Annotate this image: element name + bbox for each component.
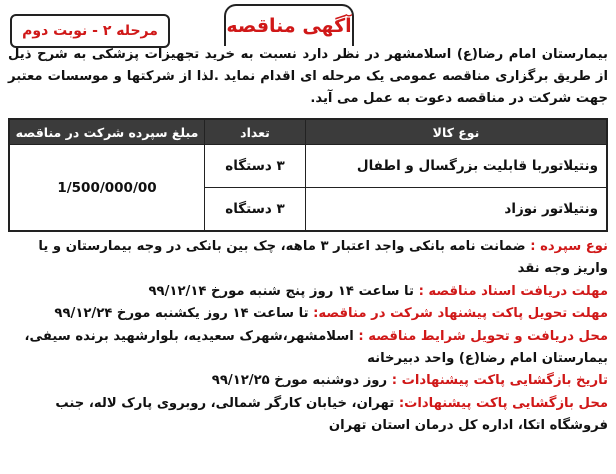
- detail-label: محل دریافت و تحویل شرایط مناقصه :: [358, 328, 608, 344]
- tender-details: [8, 236, 608, 438]
- stage-tag: مرحله ۲ - نوبت دوم: [10, 14, 170, 48]
- detail-submission-deadline: [8, 303, 608, 325]
- table-header-row: [9, 119, 607, 145]
- detail-value: روز دوشنبه مورخ ۹۹/۱۲/۲۵: [211, 373, 392, 389]
- item-qty: ۳ دستگاه: [205, 187, 306, 231]
- detail-label: مهلت تحویل پاکت پیشنهاد شرکت در مناقصه:: [313, 306, 608, 322]
- header-item: نوع کالا: [306, 119, 608, 145]
- detail-deposit-type: [8, 236, 608, 281]
- deposit-amount: 1/500/000/00: [9, 145, 205, 232]
- header-deposit: مبلغ سپرده شرکت در مناقصه: [9, 119, 205, 145]
- detail-label: محل بازگشایی پاکت پیشنهادات:: [398, 395, 608, 411]
- item-name: ونتیلاتوربا قابلیت بزرگسال و اطفال: [306, 145, 608, 188]
- header-qty: تعداد: [205, 119, 306, 145]
- detail-value: تهران، خیابان کارگر شمالی، روبروی پارک لاله، جنب فروشگاه اتکا، اداره کل درمان استان تهران: [55, 395, 608, 434]
- detail-docs-deadline: [8, 281, 608, 303]
- detail-value: تا ساعت ۱۴ روز یکشنبه مورخ ۹۹/۱۲/۲۴: [54, 306, 314, 322]
- detail-opening-date: [8, 370, 608, 392]
- detail-value: تا ساعت ۱۴ روز پنج شنبه مورخ ۹۹/۱۲/۱۴: [148, 283, 419, 299]
- item-name: ونتیلاتور نوزاد: [306, 187, 608, 231]
- detail-label: مهلت دریافت اسناد مناقصه :: [418, 283, 608, 299]
- notice-title: آگهی مناقصه: [224, 4, 354, 46]
- detail-submission-place: [8, 326, 608, 371]
- item-qty: ۳ دستگاه: [205, 145, 306, 188]
- detail-value: ضمانت نامه بانکی واجد اعتبار ۳ ماهه، چک بین بانکی در وجه بیمارستان و یا واریز وجه نقد: [38, 239, 608, 277]
- detail-label: نوع سپرده :: [530, 239, 608, 254]
- detail-opening-place: [8, 393, 608, 438]
- detail-label: تاریخ بازگشایی پاکت پیشنهادات :: [391, 373, 608, 389]
- detail-value: اسلامشهر،شهرک سعیدیه، بلوارشهید برنده سیفی، بیمارستان امام رضا(ع) واحد دبیرخانه: [24, 328, 608, 367]
- intro-paragraph: بیمارستان امام رضا(ع) اسلامشهر در نظر دارد نسبت به خرید تجهیزات پزشکی به شرح ذیل از طریق برگزاری مناقصه عمومی یک مرحله ای اقدام نماید .لذا از شرکتها و موسسات معتبر جهت شرکت در مناقصه دعوت به عمل می آید.: [8, 47, 608, 106]
- table-row: [9, 145, 607, 188]
- items-table: [8, 118, 608, 232]
